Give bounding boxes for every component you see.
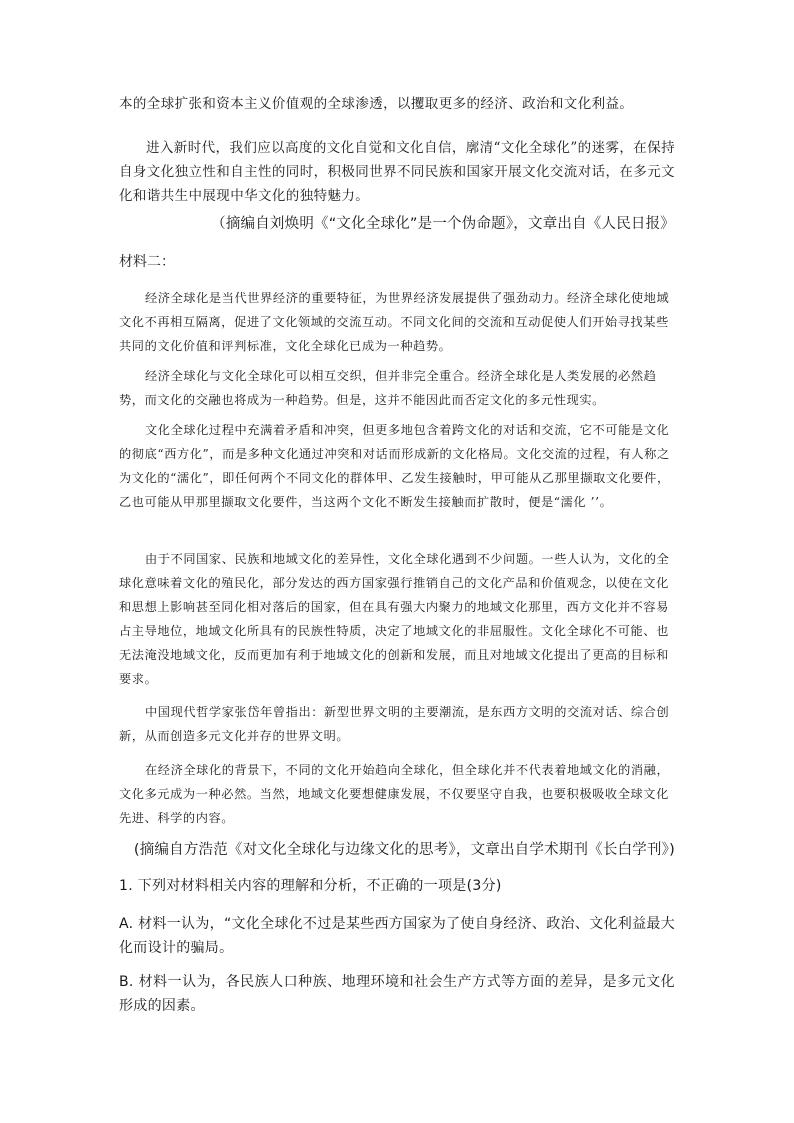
question-1-option-b: B. 材料一认为，各民族人口种族、地理环境和社会生产方式等方面的差异，是多元文化形成的因素。 <box>119 974 675 1014</box>
material2-paragraph-6: 在经济全球化的背景下，不同的文化开始趋向全球化，但全球化并不代表着地域文化的消融，文化多元成为一种必然。当然，地域文化要想健康发展，不仅要坚守自我，也要积极吸收全球文化先进、科学的内容。 <box>119 763 670 825</box>
question-1-stem: 1. 下列对材料相关内容的理解和分析，不正确的一项是(3分) <box>119 878 502 894</box>
material2-paragraph-3: 文化全球化过程中充满着矛盾和冲突，但更多地包含着跨文化的对话和交流，它不可能是文化的彻底“西方化”，而是多种文化通过冲突和对话而形成新的文化格局。文化交流的过程，有人称之为文化的“濡化”，即任何两个不同文化的群体甲、乙发生接触时，甲可能从乙那里撷取文化要件，乙也可能从甲那里撷取文化要件，当这两个文化不断发生接触而扩散时，便是“濡化 ’’。 <box>119 423 670 509</box>
material1-paragraph-2: 进入新时代，我们应以高度的文化自觉和文化自信，廓清“文化全球化”的迷雾，在保持自身文化独立性和自主性的同时，积极同世界不同民族和国家开展文化交流对话，在多元文化和谐共生中展现中华文化的独特魅力。 <box>119 140 675 204</box>
material2-source: (摘编自方浩范《对文化全球化与边缘文化的思考》，文章出自学术期刊《长白学刊》) <box>133 842 675 858</box>
material1-paragraph-continued: 本的全球扩张和资本主义价值观的全球渗透，以攫取更多的经济、政治和文化利益。 <box>119 96 634 112</box>
material2-paragraph-4: 由于不同国家、民族和地域文化的差异性，文化全球化遇到不少问题。一些人认为，文化的全球化意味着文化的殖民化，部分发达的西方国家强行推销自己的文化产品和价值观念，以使在文化和思想上影响甚至同化相对落后的国家，但在具有强大内聚力的地域文化那里，西方文化并不容易占主导地位，地域文化所具有的民族性特质，决定了地域文化的非屈服性。文化全球化不可能、也无法淹没地域文化，反而更加有利于地域文化的创新和发展，而且对地域文化提出了更高的目标和要求。 <box>119 552 670 686</box>
material1-source: （摘编自刘焕明《“文化全球化”是一个伪命题》，文章出自《人民日报》 <box>211 216 675 232</box>
material2-paragraph-1: 经济全球化是当代世界经济的重要特征，为世界经济发展提供了强劲动力。经济全球化使地域文化不再相互隔离，促进了文化领域的交流互动。不同文化间的交流和互动促使人们开始寻找某些共同的文化价值和评判标准，文化全球化已成为一种趋势。 <box>119 291 670 353</box>
question-1-option-a: A. 材料一认为，“文化全球化不过是某些西方国家为了使自身经济、政治、文化利益最大化而设计的骗局。 <box>119 916 675 956</box>
material2-heading: 材料二： <box>119 254 175 270</box>
material2-paragraph-5: 中国现代哲学家张岱年曾指出：新型世界文明的主要潮流，是东西方文明的交流对话、综合创新，从而创造多元文化并存的世界文明。 <box>119 705 670 743</box>
material2-paragraph-2: 经济全球化与文化全球化可以相互交织，但并非完全重合。经济全球化是人类发展的必然趋势，而文化的交融也将成为一种趋势。但是，这并不能因此而否定文化的多元性现实。 <box>119 369 657 407</box>
